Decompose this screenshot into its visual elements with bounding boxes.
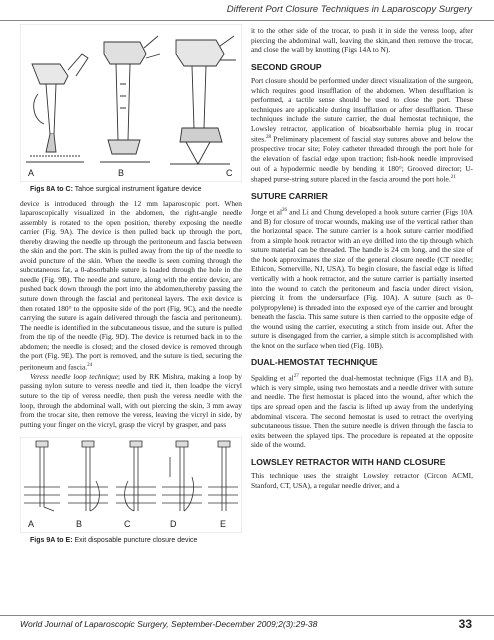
figure-8-panel-b-label: B xyxy=(118,168,125,178)
figure-8-panel-c-label: C xyxy=(226,168,233,178)
figure-8-caption xyxy=(30,185,242,195)
right-paragraph-3-text: reported the dual-hemostat technique (Figs 11A and B), which is very simple, using two hemostats and a needle driver with suture and needle. The first hemostat is placed into the wound, after which the tips are spread open and the fascia is lifted up away from the underlying abdominal viscera. The second hemostat is used to retract the overlying subcutaneous tissue. Then the suture needle is driven through the fascia to exits between the splayed tips. The procedure is repeated at the opposite side of the wound. xyxy=(251,373,473,450)
right-paragraph-2 xyxy=(251,206,473,351)
journal-citation: World Journal of Laparoscopic Surgery, September-December 2009;2(3):29-38 xyxy=(20,619,318,629)
figure-9-caption-label: Figs 9A to E: xyxy=(30,537,73,545)
right-paragraph-4: This technique uses the straight Lowsley retractor (Circon ACMI, Stanford, CT, USA), a regular needle driver, and a xyxy=(251,471,473,490)
left-column xyxy=(20,24,242,550)
right-paragraph-1-text-b: Preliminary placement of fascial stay sutures above and below the prospective trocar site; Foley catheter threaded through the port hole for the elevation of fascial edge upon traction; fish-hook needle improvised out of a hypodermic needle by bending it 180°; Grooved director; U-shaped purse-string suture placed in the fascia around the port hole. xyxy=(251,134,473,184)
figure-8-illustration xyxy=(20,24,242,182)
right-paragraph-1-text: Port closure should be performed under direct visualization of the surgeon, which requires good insufflation of the abdomen. When desufflation is performed, a tactile sense should be used to close the port. These techniques are applicable during insufflation or after desufflation. These techniques include the suture carrier, the dual hemostat technique, the Lowsley retractor, application of bioabsorbable hernia plug in trocar sites. xyxy=(251,76,473,144)
right-paragraph-3 xyxy=(251,372,473,450)
figure-9-panel-d-label: D xyxy=(170,519,177,530)
veress-technique-term: Veress needle loop technique xyxy=(30,371,118,381)
figure-8-panel-a-label: A xyxy=(28,168,35,178)
left-paragraph-2-text: ; used by RK Mishra, making a loop by passing nylon suture to veress needle and tied it, then loadpe the vicryl suture to the tip of veress needle, then push the veress needle with the loop, through the abdominal wall, with out piercing the skin, 3 mm away from the trocar site, then remove the veress, leaving the vicryl in side, by putting your finger on the vicryl, grasp the vicryl by grasper, and pass xyxy=(20,371,242,429)
figure-9-caption-text: Exit disposable puncture closure device xyxy=(72,537,198,545)
right-paragraph-3-author: Spalding et al xyxy=(251,373,294,383)
ref-21: 21 xyxy=(450,175,456,181)
left-paragraph-2 xyxy=(20,372,242,429)
figure-8-caption-label: Figs 8A to C: xyxy=(30,186,73,193)
footer-rule xyxy=(0,615,494,616)
heading-second-group: SECOND GROUP xyxy=(251,61,322,72)
heading-suture-carrier: SUTURE CARRIER xyxy=(251,191,328,202)
running-head: Different Port Closure Techniques in Laparoscopy Surgery xyxy=(226,4,472,15)
header-rule xyxy=(0,20,494,21)
right-paragraph-0: it to the other side of the trocar, to push it in side the veress loop, after piercing the abdominal wall, leaving the skin,and then remove the trocar, and close the wall by knotting (Figs 14A to N). xyxy=(251,26,473,55)
left-paragraph-1-text: device is introduced through the 12 mm laparoscopic port. When laparoscopically visualized in the abdomen, the right-angle needle assembly is rotated to the open position, thereby exposing the needle carrier (Fig. 9A). The device is then pulled back up through the port, thereby drawing the needle up through the peritoneum and fascia between the skin and the port. The skin is pulled away from the tip of the needle to avoid puncture of the skin. When the needle is seen coming through the subcutaneous fat, a 0-absorbable suture is loaded through the hole in the needle (Fig. 9B). The needle and suture, along with the entire device, are pushed back down through the port into the abdomen,thereby passing the suture down through the fascial and peritoneal layers. The exit device is then rotated 180° to the opposite side of the port (Fig. 9C), and the needle carrying the suture is again delivered through the fascia and peritoneum). The needle is identified in the subcutaneous tissue, and the suture is pulled from the tip of the needle (Fig. 9D). The device is returned back in to the abdomen; the needle is closed; and the closed device is removed through the port (Fig. 9E). The port is removed, and the suture is tied, securing the peritoneum and fascia. xyxy=(20,198,242,372)
figure-8-caption-text: Tahoe surgical instrument ligature device xyxy=(72,186,202,193)
ref-28: 28 xyxy=(266,135,271,141)
right-paragraph-2-text: and Li and Chung developed a hook suture carrier (Figs 10A and B) for closure of trocar wounds, making use of the vertical rather than the horizontal space. The suture carrier is a hook suture carrier modified from a simple hook retractor with an eye drilled into the tip through which suture material can be threaded. The handle is 24 cm long, and the size of the hook approximates the size of the general closure needle (CT needle; Ethicon, Somerville, NJ, USA). To begin closure, the fascial edge is lifted vertically with a hook retractor, and the suture carrier is partially inserted into the wound to catch the peritoneum and fascia under direct vision, piercing it from the undersurface (Fig. 10A). A suture (such as 0-polypropylene) is threaded into the exposed eye of the carrier and brought beneath the fascia. This same suture is then carried to the opposite edge of the wound using the carrier, executing a stitch from inside out. After the suture is disengaged from the carrier, a simple stitch is accomplished with the knot on the surface when tied (Fig. 10B). xyxy=(251,207,473,350)
right-paragraph-2-author: Jorge et al xyxy=(251,207,283,217)
figure-9-panel-e-label: E xyxy=(220,519,227,530)
figure-9-panel-a-label: A xyxy=(28,519,35,530)
heading-lowsley-retractor: LOWSLEY RETRACTOR WITH HAND CLOSURE xyxy=(251,456,446,467)
right-paragraph-1 xyxy=(251,76,473,184)
page-number: 33 xyxy=(458,617,472,631)
figure-9-illustration xyxy=(20,437,242,533)
figure-9-panel-b-label: B xyxy=(76,519,83,530)
figure-9 xyxy=(20,437,242,546)
right-column xyxy=(251,26,473,490)
ref-27: 27 xyxy=(293,373,299,379)
figure-9-panel-c-label: C xyxy=(124,519,131,530)
heading-dual-hemostat: DUAL-HEMOSTAT TECHNIQUE xyxy=(251,357,378,368)
left-paragraph-1 xyxy=(20,199,242,372)
figure-8 xyxy=(20,24,242,195)
ref-24: 24 xyxy=(87,362,93,368)
ref-26: 26 xyxy=(282,207,288,213)
figure-9-caption xyxy=(30,536,242,546)
